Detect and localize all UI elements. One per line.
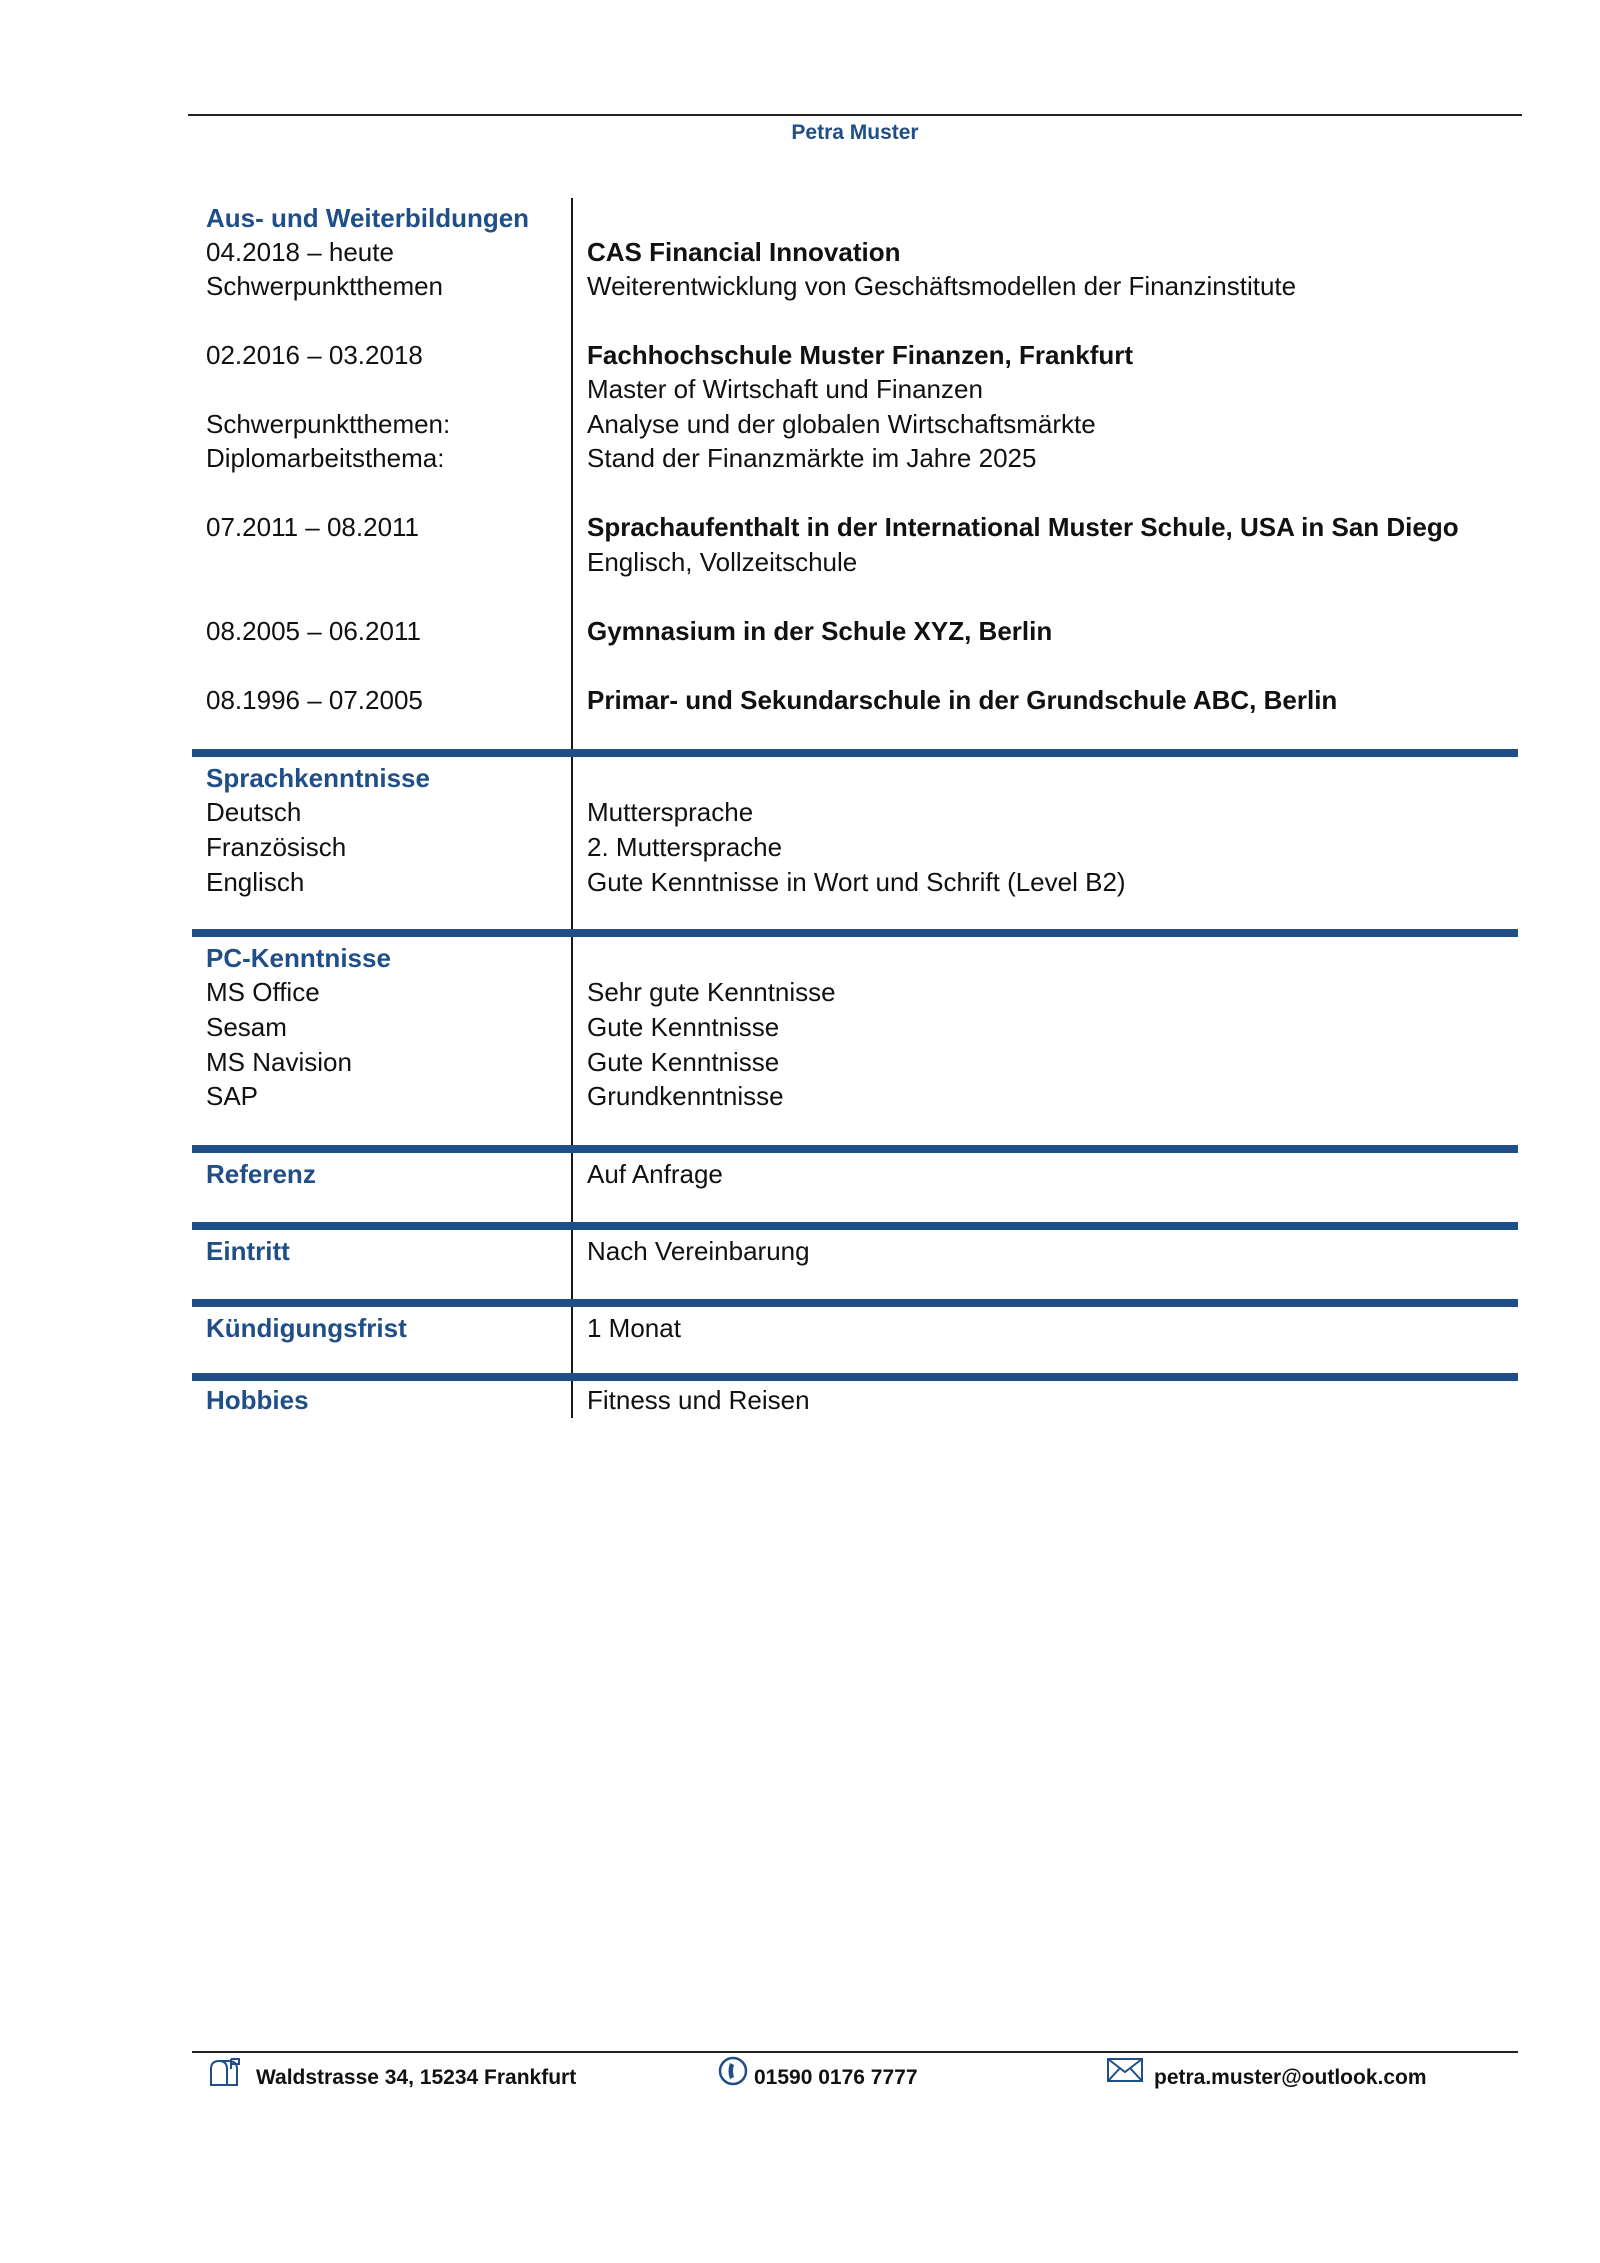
education-date: 04.2018 – heute xyxy=(206,237,394,267)
language-level: Gute Kenntnisse in Wort und Schrift (Level B2) xyxy=(587,867,1126,897)
education-heading: Aus- und Weiterbildungen xyxy=(206,203,530,233)
entry-value: Nach Vereinbarung xyxy=(587,1236,810,1266)
education-title: Fachhochschule Muster Finanzen, Frankfurt xyxy=(587,340,1134,370)
language-name: Deutsch xyxy=(206,797,302,827)
notice-heading: Kündigungsfrist xyxy=(206,1313,407,1343)
education-date: 07.2011 – 08.2011 xyxy=(206,512,420,542)
education-date: 08.1996 – 07.2005 xyxy=(206,685,423,715)
section-rule xyxy=(192,1299,1518,1307)
hobbies-heading: Hobbies xyxy=(206,1385,309,1415)
reference-value: Auf Anfrage xyxy=(587,1159,723,1189)
header-rule xyxy=(188,114,1522,116)
pc-heading: PC-Kenntnisse xyxy=(206,943,391,973)
education-detail: Analyse und der globalen Wirtschaftsmärkte xyxy=(587,409,1096,439)
education-title: Primar- und Sekundarschule in der Grundschule ABC, Berlin xyxy=(587,685,1338,715)
section-rule xyxy=(192,1222,1518,1230)
pc-skill-name: SAP xyxy=(206,1081,259,1111)
envelope-icon xyxy=(1106,2055,1146,2090)
language-level: 2. Muttersprache xyxy=(587,832,783,862)
education-label: Diplomarbeitsthema: xyxy=(206,443,445,473)
education-label: Schwerpunktthemen: xyxy=(206,409,451,439)
pc-skill-name: Sesam xyxy=(206,1012,287,1042)
education-label: Schwerpunktthemen xyxy=(206,271,444,301)
notice-value: 1 Monat xyxy=(587,1313,681,1343)
languages-heading: Sprachkenntnisse xyxy=(206,763,430,793)
language-name: Französisch xyxy=(206,832,347,862)
education-title: CAS Financial Innovation xyxy=(587,237,901,267)
header-name: Petra Muster xyxy=(791,121,919,144)
language-level: Muttersprache xyxy=(587,797,754,827)
section-rule xyxy=(192,749,1518,757)
education-detail: Englisch, Vollzeitschule xyxy=(587,547,858,577)
education-title: Gymnasium in der Schule XYZ, Berlin xyxy=(587,616,1053,646)
pc-skill-level: Gute Kenntnisse xyxy=(587,1012,780,1042)
phone-icon xyxy=(717,2055,749,2092)
footer-rule xyxy=(192,2051,1518,2053)
entry-heading: Eintritt xyxy=(206,1236,290,1266)
education-date: 02.2016 – 03.2018 xyxy=(206,340,423,370)
pc-skill-level: Grundkenntnisse xyxy=(587,1081,784,1111)
education-title: Sprachaufenthalt in der International Muster Schule, USA in San Diego xyxy=(587,512,1459,542)
footer-address: Waldstrasse 34, 15234 Frankfurt xyxy=(256,2066,577,2089)
section-rule xyxy=(192,1145,1518,1153)
education-detail: Master of Wirtschaft und Finanzen xyxy=(587,374,983,404)
pc-skill-level: Sehr gute Kenntnisse xyxy=(587,977,836,1007)
footer-email[interactable]: petra.muster@outlook.com xyxy=(1154,2066,1427,2089)
column-divider xyxy=(571,198,573,1418)
mailbox-icon xyxy=(207,2055,249,2092)
hobbies-value: Fitness und Reisen xyxy=(587,1385,810,1415)
section-rule xyxy=(192,1373,1518,1381)
section-rule xyxy=(192,929,1518,937)
reference-heading: Referenz xyxy=(206,1159,316,1189)
footer-phone: 01590 0176 7777 xyxy=(754,2066,918,2089)
education-detail: Stand der Finanzmärkte im Jahre 2025 xyxy=(587,443,1037,473)
pc-skill-level: Gute Kenntnisse xyxy=(587,1047,780,1077)
language-name: Englisch xyxy=(206,867,305,897)
education-detail: Weiterentwicklung von Geschäftsmodellen der Finanzinstitute xyxy=(587,271,1297,301)
pc-skill-name: MS Office xyxy=(206,977,320,1007)
education-date: 08.2005 – 06.2011 xyxy=(206,616,421,646)
pc-skill-name: MS Navision xyxy=(206,1047,352,1077)
